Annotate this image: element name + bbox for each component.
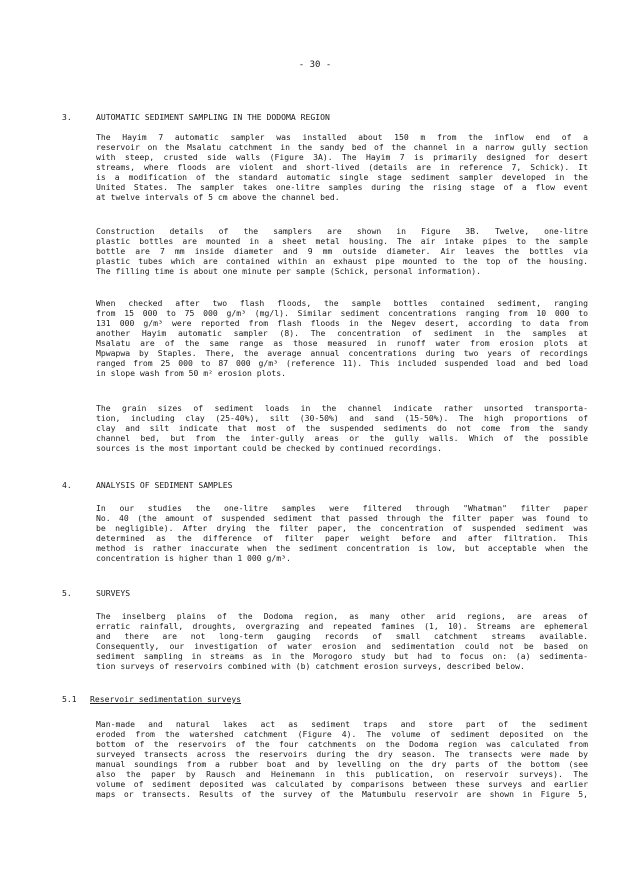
text-line: plastic tubes which are contained within an exhaust pipe mounted to the top of the housing.: [96, 256, 588, 266]
text-line: is a modification of the standard automatic single stage sediment sampler developed in the: [96, 172, 588, 182]
text-line: Construction details of the samplers are shown in Figure 3B. Twelve, one-litre: [96, 226, 588, 236]
text-line: Msalatu are of the same range as those measured in runoff water from erosion plots at: [96, 338, 588, 348]
section-3-heading: [62, 112, 582, 122]
section-5-1-number: 5.1: [62, 694, 77, 704]
text-line: channel bed, but from the inter-gully areas or the gully walls. Which of the possible: [96, 433, 588, 443]
text-line: tion surveys of reservoirs combined with (b) catchment erosion surveys, described below.: [96, 661, 525, 671]
text-line: at twelve intervals of 5 cm above the channel bed.: [96, 192, 340, 202]
text-line: bottle are 7 mm inside diameter and 9 mm outside diameter. Air leaves the bottles via: [96, 246, 588, 256]
section-4-title: ANALYSIS OF SEDIMENT SAMPLES: [96, 480, 233, 490]
text-line: The Hayim 7 automatic sampler was installed about 150 m from the inflow end of a: [96, 132, 588, 142]
text-line: The filling time is about one minute per sample (Schick, personal information).: [96, 266, 481, 276]
text-line: tion, including clay (25-40%), silt (30-50%) and sand (15-50%). The high proportions of: [96, 413, 588, 423]
section-5-number: 5.: [62, 588, 72, 598]
text-line: determined as the difference of filter paper weight before and after filtration. This: [96, 533, 588, 543]
section-5-1-heading: [62, 694, 582, 704]
text-line: Mpwapwa by Staples. There, the average annual concentrations during two years of recordings: [96, 348, 588, 358]
section-3-number: 3.: [62, 112, 72, 122]
text-line: volume of sediment deposited was calculated by comparisons between these surveys and earlier: [96, 779, 588, 789]
text-line: from 15 000 to 75 000 g/m³ (mg/l). Similar sediment concentrations ranging from 10 000 to: [96, 308, 588, 318]
text-line: United States. The sampler takes one-litre samples during the rising stage of a flow event: [96, 182, 588, 192]
section-5-paragraph-1: [82, 611, 588, 671]
section-3-paragraph-1: [82, 132, 588, 202]
section-5-heading: [62, 588, 582, 598]
text-line: sediment sampling in streams as in the Morogoro study but had to focus on: (a) sedimenta-: [96, 651, 588, 661]
text-line: manual soundings from a rubber boat and by levelling on the dry parts of the bottom (see: [96, 759, 588, 769]
text-line: 131 000 g/m³ were reported from flash floods in the Negev desert, according to data from: [96, 318, 588, 328]
text-line: erratic rainfall, droughts, overgrazing and repeated famines (1, 10). Streams are ephemeral: [96, 621, 588, 631]
text-line: and there are not long-term gauging records of small catchment streams available.: [96, 631, 588, 641]
text-line: When checked after two flash floods, the sample bottles contained sediment, ranging: [96, 298, 588, 308]
text-line: plastic bottles are mounted in a sheet metal housing. The air intake pipes to the sample: [96, 236, 588, 246]
text-line: bottom of the reservoirs of the four catchments on the Dodoma region was calculated from: [96, 739, 588, 749]
section-5-title: SURVEYS: [96, 588, 131, 598]
text-line: The grain sizes of sediment loads in the channel indicate rather unsorted transporta-: [96, 403, 588, 413]
text-line: The inselberg plains of the Dodoma region, as many other arid regions, are areas of: [96, 611, 588, 621]
text-line: ranged from 25 000 to 87 000 g/m³ (reference 11). This included suspended load and bed load: [96, 358, 588, 368]
text-line: Consequently, our investigation of water erosion and sedimentation could not be based on: [96, 641, 588, 651]
section-4-paragraph-1: [82, 503, 588, 563]
text-line: concentration is higher than 1 000 g/m³.: [96, 553, 291, 563]
text-line: eroded from the watershed catchment (Figure 4). The volume of sediment deposited on the: [96, 729, 588, 739]
text-line: In our studies the one-litre samples were filtered through "Whatman" filter paper: [96, 503, 588, 513]
text-line: with steep, crusted side walls (Figure 3A). The Hayim 7 is primarily designed for desert: [96, 152, 588, 162]
section-4-heading: [62, 480, 582, 490]
text-line: maps or transects. Results of the survey of the Matumbulu reservoir are shown in Figure 5,: [96, 789, 588, 799]
section-3-paragraph-2: [82, 226, 588, 276]
section-4-number: 4.: [62, 480, 72, 490]
text-line: method is rather inaccurate when the sediment concentration is low, but acceptable when the: [96, 543, 588, 553]
section-3-title: AUTOMATIC SEDIMENT SAMPLING IN THE DODOMA REGION: [96, 112, 330, 122]
text-line: surveyed transects across the reservoirs during the dry season. The transects were made by: [96, 749, 588, 759]
text-line: in slope wash from 50 m² erosion plots.: [96, 368, 287, 378]
text-line: reservoir on the Msalatu catchment in the sandy bed of the channel in a narrow gully section: [96, 142, 588, 152]
text-line: also the paper by Rausch and Heinemann in this publication, on reservoir surveys). The: [96, 769, 588, 779]
section-5-1-title: Reservoir sedimentation surveys: [90, 694, 242, 704]
text-line: streams, where floods are violent and short-lived (details are in reference 7, Schick). It: [96, 162, 588, 172]
section-3-paragraph-4: [82, 403, 588, 453]
text-line: be negligible). After drying the filter paper, the concentration of suspended sediment was: [96, 523, 588, 533]
text-line: clay and silt indicate that most of the suspended sediments do not come from the sandy: [96, 423, 588, 433]
section-5-1-paragraph-1: [82, 719, 588, 799]
text-line: sources is the most important could be checked by continued recordings.: [96, 443, 442, 453]
text-line: No. 40 (the amount of suspended sediment that passed through the filter paper was found to: [96, 513, 588, 523]
page-number: - 30 -: [298, 60, 332, 70]
text-line: Man-made and natural lakes act as sediment traps and store part of the sediment: [96, 719, 588, 729]
section-3-paragraph-3: [82, 298, 588, 378]
text-line: another Hayim automatic sampler (8). The concentration of sediment in the samples at: [96, 328, 588, 338]
